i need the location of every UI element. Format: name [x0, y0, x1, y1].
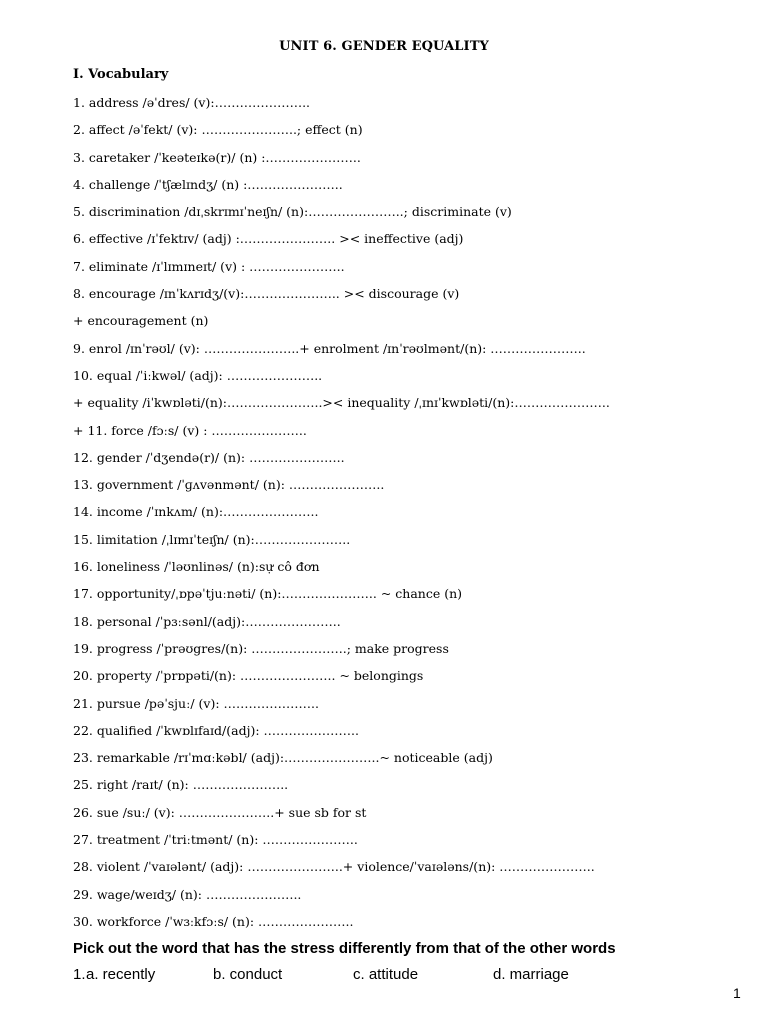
vocab-line: + equality /iˈkwɒləti/(n):…………………..>< inequality /ˌɪnɪˈkwɒləti/(n):………………….. [73, 395, 610, 411]
vocab-line: 1. address /əˈdres/ (v):………………….. [73, 95, 311, 110]
vocab-line: 30. workforce /ˈwɜːkfɔːs/ (n): ………………….. [73, 913, 354, 929]
vocab-line: 8. encourage /ɪnˈkʌrɪdʒ/(v):………………….. >< discourage (v) [73, 286, 460, 302]
vocab-line: 7. eliminate /ɪˈlɪmɪneɪt/ (v) : ………………….. [73, 258, 345, 274]
vocab-line: 14. income /ˈɪnkʌm/ (n):………………….. [73, 504, 319, 520]
vocab-line: 27. treatment /ˈtriːtmənt/ (n): ………………….. [73, 832, 358, 848]
vocab-line: 16. loneliness /ˈləʊnlinəs/ (n):sự cô đơn [73, 559, 320, 575]
vocab-line: 22. qualified /ˈkwɒlɪfaɪd/(adj): ………………….. [73, 722, 359, 738]
vocabulary-list [73, 93, 753, 939]
vocab-line: 20. property /ˈprɒpəti/(n): ………………….. ~ belongings [73, 668, 424, 684]
option-c: c. attitude [353, 966, 419, 983]
vocab-line: 26. sue /suː/ (v): …………………..+ sue sb for st [73, 804, 367, 820]
vocab-line: + encouragement (n) [73, 313, 209, 329]
exercise-instruction: Pick out the word that has the stress differently from that of the other words [73, 940, 616, 957]
page-number: 1 [733, 985, 741, 1001]
vocab-line: 23. remarkable /rɪˈmɑːkəbl/ (adj):…………………..~ noticeable (adj) [73, 750, 493, 766]
option-a: a. recently [86, 966, 156, 983]
vocab-line: 10. equal /ˈiːkwəl/ (adj): ………………….. [73, 367, 323, 383]
vocab-line: + 11. force /fɔːs/ (v) : ………………….. [73, 422, 307, 438]
vocab-line: 4. challenge /ˈtʃælɪndʒ/ (n) :………………….. [73, 176, 343, 192]
vocab-line: 15. limitation /ˌlɪmɪˈteɪʃn/ (n):………………….. [73, 531, 351, 547]
document-title: UNIT 6. GENDER EQUALITY [279, 39, 489, 54]
vocab-line: 6. effective /ɪˈfektɪv/ (adj) :………………….. >< ineffective (adj) [73, 231, 464, 247]
vocab-line: 19. progress /ˈprəʊgres/(n): …………………..; make progress [73, 640, 449, 656]
vocab-line: 2. affect /əˈfekt/ (v): …………………..; effect (n) [73, 122, 363, 138]
vocab-line: 17. opportunity/ˌɒpəˈtjuːnəti/ (n):………………….. ~ chance (n) [73, 586, 463, 602]
vocab-line: 9. enrol /ɪnˈrəʊl/ (v): …………………..+ enrolment /ɪnˈrəʊlmənt/(n): ………………….. [73, 340, 586, 356]
vocab-line: 29. wage/weɪdʒ/ (n): ………………….. [73, 886, 302, 902]
option-d: d. marriage [493, 966, 569, 983]
vocab-line: 18. personal /ˈpɜːsənl/(adj):………………….. [73, 613, 341, 629]
question-1 [73, 966, 733, 988]
vocab-line: 3. caretaker /ˈkeəteɪkə(r)/ (n) :………………….. [73, 149, 361, 165]
vocab-line: 5. discrimination /dɪˌskrɪmɪˈneɪʃn/ (n):…………………..; discriminate (v) [73, 204, 512, 220]
vocab-line: 12. gender /ˈdʒendə(r)/ (n): ………………….. [73, 449, 345, 465]
vocab-line: 25. right /raɪt/ (n): ………………….. [73, 777, 289, 793]
question-number: 1. [73, 966, 86, 983]
vocab-line: 13. government /ˈɡʌvənmənt/ (n): ………………….. [73, 477, 385, 493]
vocab-line: 21. pursue /pəˈsjuː/ (v): ………………….. [73, 695, 319, 711]
section-heading: I. Vocabulary [73, 67, 169, 82]
vocab-line: 28. violent /ˈvaɪələnt/ (adj): …………………..+ violence/ˈvaɪələns/(n): ………………….. [73, 859, 595, 875]
option-b: b. conduct [213, 966, 283, 983]
